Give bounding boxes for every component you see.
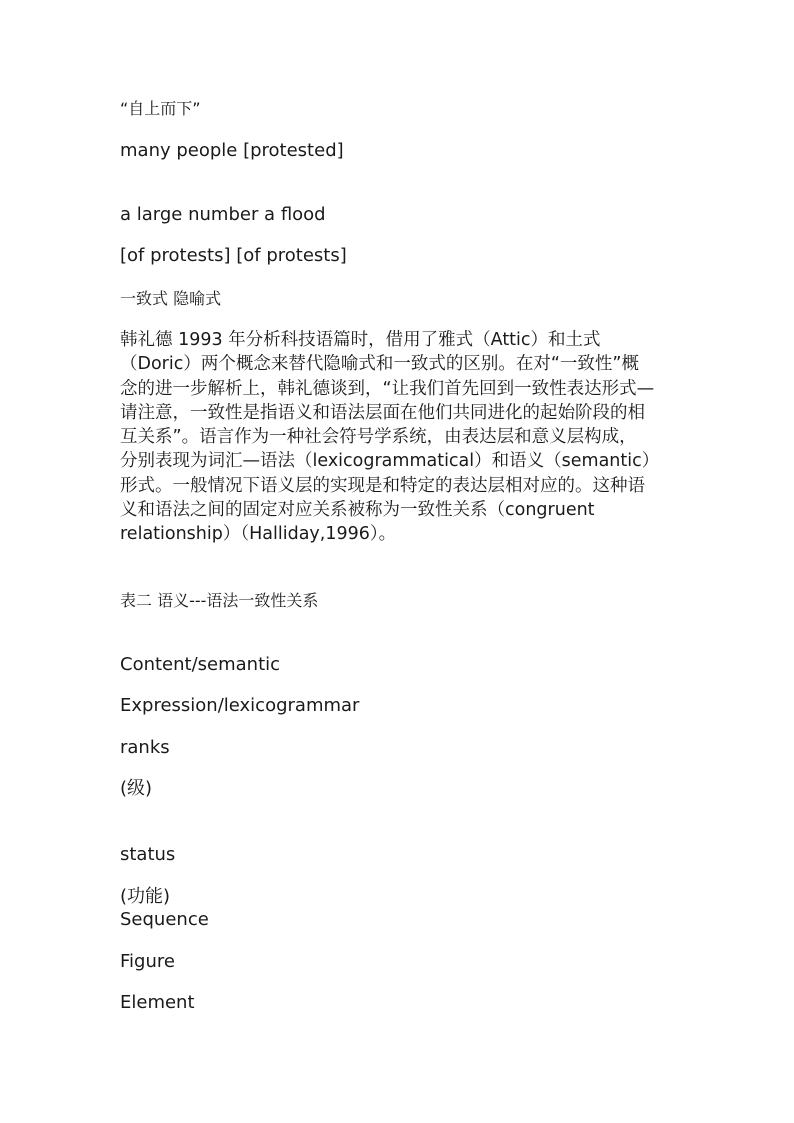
mode-labels: 一致式 隐喻式 xyxy=(120,289,222,308)
table-item-status-cn: (功能) xyxy=(120,886,171,907)
table-item-content-semantic: Content/semantic xyxy=(120,654,281,675)
example-line-protests: [of protests] [of protests] xyxy=(120,245,347,266)
table-item-sequence: Sequence xyxy=(120,909,209,930)
paragraph-line: 请注意，一致性是指语义和语法层面在他们共同进化的起始阶段的相 xyxy=(120,402,645,423)
paragraph-line: relationship）（Halliday,1996）。 xyxy=(120,524,397,545)
table-item-element: Element xyxy=(120,992,195,1013)
table-caption: 表二 语义---语法一致性关系 xyxy=(120,591,319,610)
paragraph-line: 韩礼德 1993 年分析科技语篇时，借用了雅式（Attic）和土式 xyxy=(120,330,601,350)
body-paragraph xyxy=(120,328,680,547)
table-item-figure: Figure xyxy=(120,951,175,972)
example-line-metaphor: a large number a flood xyxy=(120,204,326,225)
table-item-expression: Expression/lexicogrammar xyxy=(120,695,360,716)
paragraph-line: 分别表现为词汇—语法（lexicogrammatical）和语义（semantic） xyxy=(120,451,660,472)
table-item-ranks-cn: (级) xyxy=(120,778,153,799)
quote-top-down: “自上而下” xyxy=(120,99,201,118)
table-item-status: status xyxy=(120,844,176,865)
paragraph-line: 念的进一步解析上，韩礼德谈到，“让我们首先回到一致性表达形式— xyxy=(120,378,655,399)
example-line-congruent: many people [protested] xyxy=(120,140,344,161)
paragraph-line: 形式。一般情况下语义层的实现是和特定的表达层相对应的。这种语 xyxy=(120,475,645,496)
paragraph-line: （Doric）两个概念来替代隐喻式和一致式的区别。在对“一致性”概 xyxy=(120,354,639,375)
paragraph-line: 互关系”。语言作为一种社会符号学系统，由表达层和意义层构成， xyxy=(120,427,637,448)
table-item-ranks: ranks xyxy=(120,737,170,758)
paragraph-line: 义和语法之间的固定对应关系被称为一致性关系（congruent xyxy=(120,500,595,521)
